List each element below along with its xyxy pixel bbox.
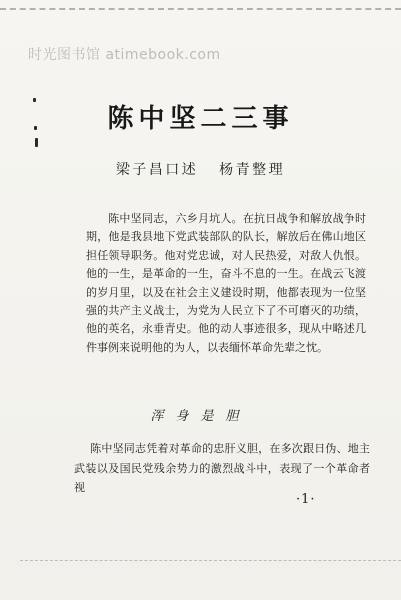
byline-narrators: 梁子昌口述 (115, 162, 199, 178)
section-heading: 浑身是胆 (150, 409, 251, 424)
top-dashed-rule (0, 8, 401, 10)
byline (0, 159, 401, 179)
bottom-dashed-rule (20, 560, 401, 561)
section-paragraph-text: 陈中坚同志凭着对革命的忠肝义胆，在多次跟日伪、地主武装以及国民党残余势力的激烈战斗中，表现了一个革命者视 (74, 442, 370, 494)
margin-mark (35, 138, 38, 147)
section-paragraph (74, 439, 370, 498)
intro-paragraph (86, 210, 366, 357)
intro-paragraph-text: 陈中坚同志，六乡月坑人。在抗日战争和解放战争时期，他是我县地下党武装部队的队长，解放后在佛山地区担任领导职务。他对党忠诚，对人民热爱，对敌人仇恨。他的一生，是革命的一生，奋斗不息的一生。在战云飞渡的岁月里，以及在社会主义建设时期，他都表现为一位坚强的共产主义战士，为党为人民立下了不可磨灭的功绩，他的英名，永垂青史。他的动人事迹很多，现从中略述几件事例来说明他的为人，以表缅怀革命先辈之忱。 (86, 212, 366, 354)
page-number: ·1· (296, 492, 316, 507)
byline-editor: 杨青整理 (219, 162, 286, 178)
watermark: 时光图书馆 atimebook.com (28, 47, 221, 63)
article-title: 陈中坚二三事 (107, 104, 294, 134)
